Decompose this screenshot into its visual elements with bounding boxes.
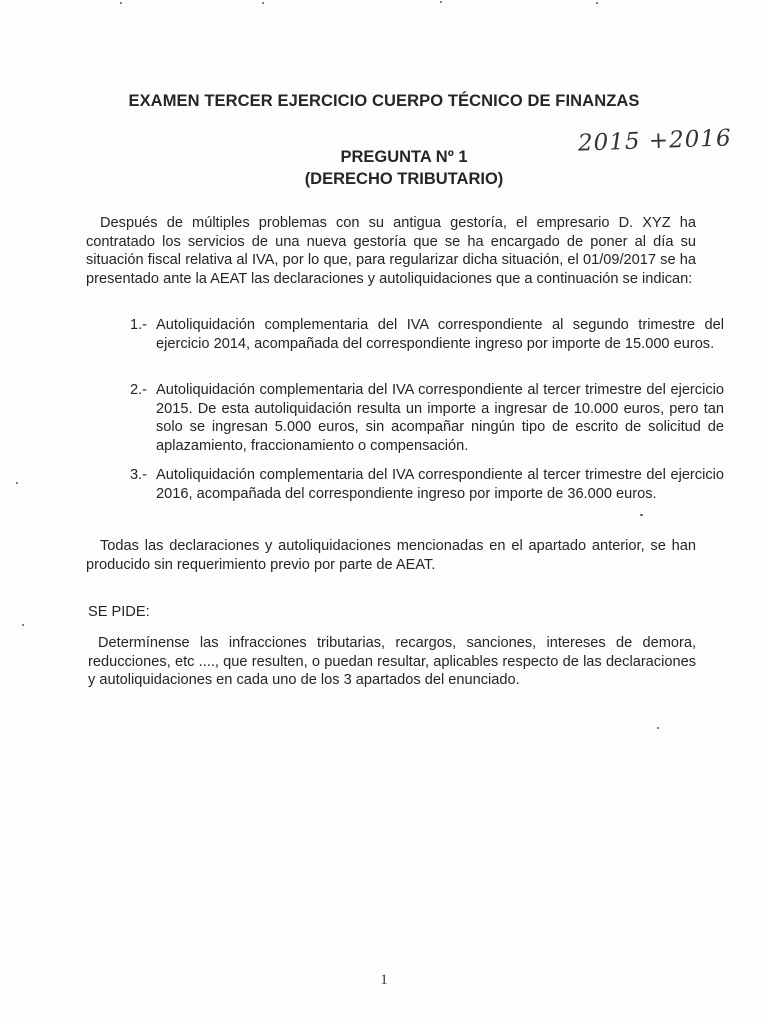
list-item-number: 1.- bbox=[130, 317, 148, 333]
question-subheading: (DERECHO TRIBUTARIO) bbox=[304, 170, 504, 188]
list-item bbox=[130, 381, 724, 455]
closing-paragraph: Todas las declaraciones y autoliquidaciones mencionadas en el apartado anterior, se han producido sin requerimiento previo por parte de AEAT. bbox=[86, 538, 696, 573]
scan-speck bbox=[262, 2, 264, 4]
scan-speck bbox=[120, 2, 122, 4]
document-title: EXAMEN TERCER EJERCICIO CUERPO TÉCNICO DE FINANZAS bbox=[128, 92, 640, 110]
request-paragraph: Determínense las infracciones tributarias, recargos, sanciones, intereses de demora, reducciones, etc ...., que resulten, o puedan resultar, aplicables respecto de las declaraciones y autoliquidaciones en cada uno de los 3 apartados del enunciado. bbox=[88, 635, 696, 689]
scan-speck bbox=[640, 514, 643, 516]
intro-paragraph: Después de múltiples problemas con su antigua gestoría, el empresario D. XYZ ha contratado los servicios de una nueva gestoría que se ha encargado de poner al día su situación fiscal relativa al IVA, por lo que, para regularizar dicha situación, el 01/09/2017 se ha presentado ante la AEAT las declaraciones y autoliquidaciones que a continuación se indican: bbox=[86, 215, 696, 287]
se-pide-label: SE PIDE: bbox=[88, 604, 150, 620]
scan-speck bbox=[16, 482, 18, 484]
question-heading-block bbox=[0, 146, 768, 190]
scan-speck bbox=[657, 727, 659, 729]
list-item bbox=[130, 466, 724, 503]
scan-speck bbox=[440, 1, 442, 3]
list-item bbox=[130, 316, 724, 353]
list-item-number: 3.- bbox=[130, 467, 148, 483]
list-item-text: Autoliquidación complementaria del IVA correspondiente al tercer trimestre del ejercicio 2015. De esta autoliquidación resulta un importe a ingresar de 10.000 euros, pero tan solo se ingresan 5.000 euros, sin acompañar ningún tipo de escrito de solicitud de aplazamiento, fraccionamiento o compensación. bbox=[156, 382, 724, 454]
question-heading: PREGUNTA Nº 1 bbox=[340, 148, 468, 166]
handwritten-years-note: 2015 +2016 bbox=[577, 125, 733, 157]
list-item-text: Autoliquidación complementaria del IVA correspondiente al segundo trimestre del ejercicio 2014, acompañada del correspondiente ingreso por importe de 15.000 euros. bbox=[156, 317, 724, 352]
list-item-number: 2.- bbox=[130, 382, 148, 398]
page-number: 1 bbox=[380, 972, 388, 988]
list-item-text: Autoliquidación complementaria del IVA correspondiente al tercer trimestre del ejercicio 2016, acompañada del correspondiente ingreso por importe de 36.000 euros. bbox=[156, 467, 724, 502]
scan-speck bbox=[22, 624, 24, 626]
scan-speck bbox=[596, 2, 598, 4]
